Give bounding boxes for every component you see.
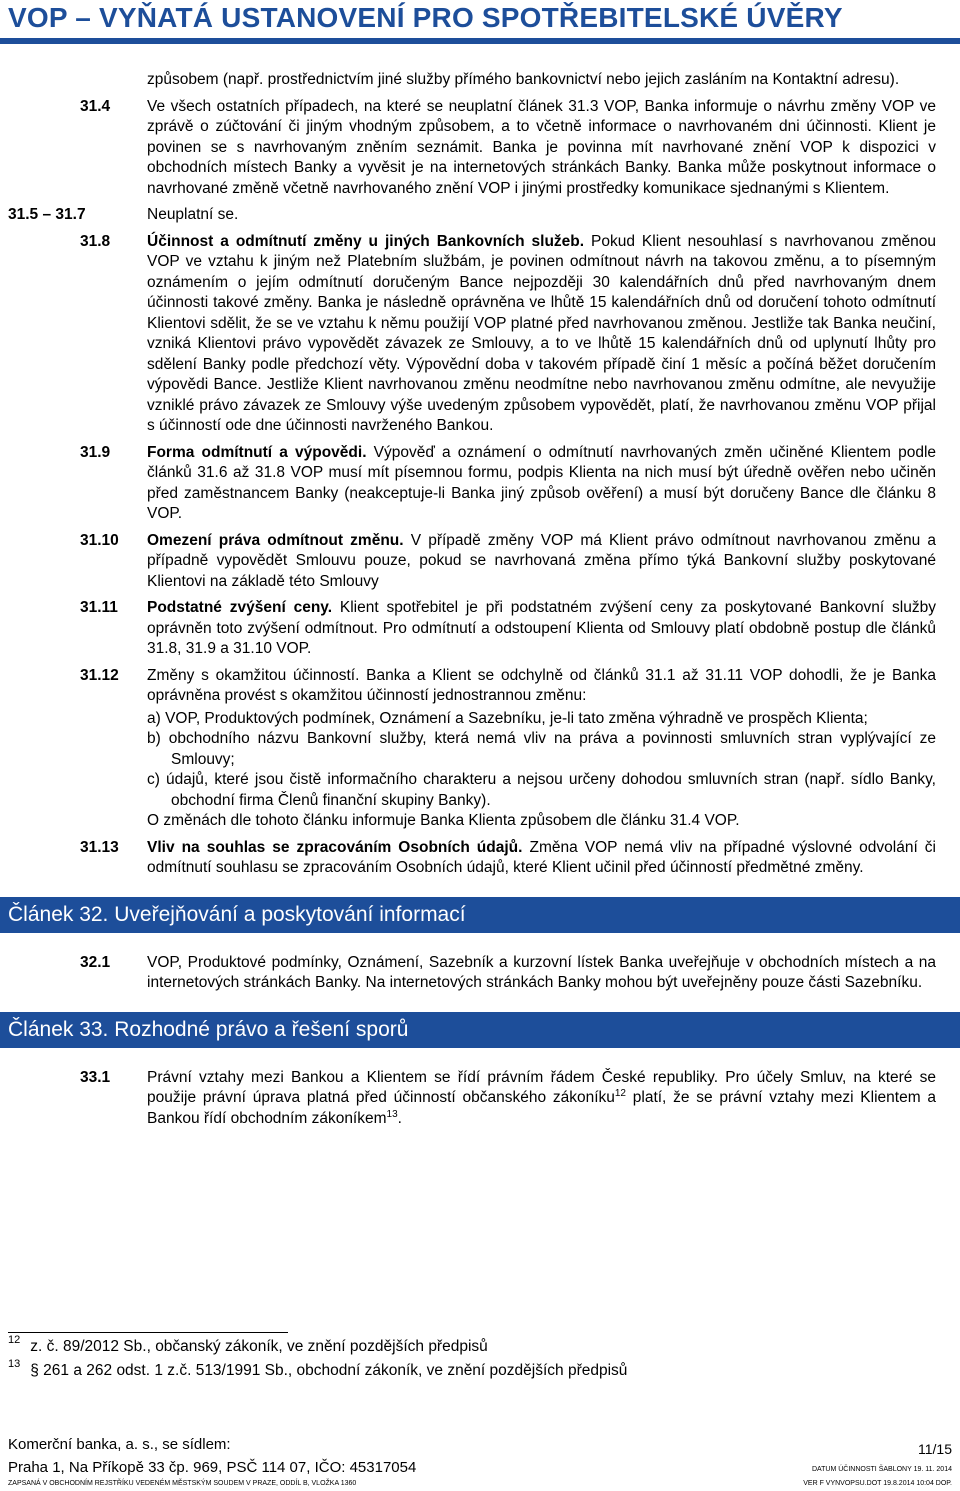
footnote-ref-12[interactable]: 12 (614, 1087, 626, 1099)
paragraph-number: 31.13 (80, 838, 119, 856)
footer-template-date: DATUM ÚČINNOSTI ŠABLONY 19. 11. 2014 (811, 1466, 952, 1473)
footnote-12: $^{12}$ z. č. 89/2012 Sb., občanský zákoník, ve znění pozdějších předpisů (8, 1334, 488, 1355)
paragraph-number: 31.5 – 31.7 (8, 206, 86, 223)
paragraph-31-11: 31.11 Podstatné zvýšení ceny. Klient spotřebitel je při podstatném zvýšení ceny za poskytované Bankovní služby oprávněn toto zvýšení odmítnout. Pro odmítnutí a odstoupení Klienta od Smlouvy platí obdobně postup dle článků 31.8, 31.9 a 31.10 VOP. (80, 599, 936, 657)
page-number: 11/15 (918, 1441, 952, 1457)
header-rule (0, 38, 960, 44)
paragraph-number: 31.9 (80, 443, 111, 461)
paragraph-heading: Podstatné zvýšení ceny. (147, 599, 333, 616)
article-33-heading: Článek 33. Rozhodné právo a řešení sporů (0, 1012, 960, 1048)
paragraph-heading: Forma odmítnutí a výpovědi. (147, 443, 367, 461)
paragraph-heading: Účinnost a odmítnutí změny u jiných Bankovních služeb. (147, 232, 585, 250)
paragraph-32-1: 32.1 VOP, Produktové podmínky, Oznámení, Sazebník a kurzovní lístek Banka uveřejňuje v obchodních místech a na internetových stránkách Banky. Na internetových stránkách Banky mohou být uveřejněny pouze části Sazebníku. (80, 953, 936, 991)
paragraph-31-8: 31.8 Účinnost a odmítnutí změny u jiných Bankovních služeb. Pokud Klient nesouhlasí s navrhovanou změnou VOP ve vztahu k jiným než Platebním službám, je povinen odmítnout návrh na takovou změnu, a to písemným oznámením o jejím odmítnutí doručeným Bance nejpozději 30 kalendářních dnů před navrhovaným dnem účinnosti takové změny. Banka je následně oprávněna ve lhůtě 15 kalendářních dnů od doručení tohoto odmítnutí Klientovi sdělit, že se ve vztahu k němu použijí VOP platné před navrhovanou změnou. Jestliže tak Banka neučiní, vzniká Klientovi právo vypovědět závazek ze Smlouvy, a to ve lhůtě 15 kalendářních dnů od uplynutí lhůty pro sdělení Banky podle předchozí věty. Výpovědní doba v takovém případě činí 1 měsíc a počíná běžet doručením výpovědi Bance. Jestliže Klient navrhovanou změnu neodmítne nebo navrhovanou změnu odmítne, ale nevyužije vzniklé právo závazek ze Smlouvy výše uvedeným způsobem vypovědět, platí, že navrhovanou změnu VOP přijal s účinností ode dne účinnosti navrženého Bankou. (80, 232, 936, 434)
paragraph-31-12-note: O změnách dle tohoto článku informuje Banka Klienta způsobem dle článku 31.4 VOP. (147, 812, 740, 829)
paragraph-heading: Omezení práva odmítnout změnu. (147, 531, 404, 549)
paragraph-number: 31.4 (80, 97, 111, 115)
list-item-a: a) VOP, Produktových podmínek, Oznámení a Sazebníku, je-li tato změna výhradně ve prospěch Klienta; (147, 709, 868, 727)
paragraph-31-12: 31.12 Změny s okamžitou účinností. Banka a Klient se odchylně od článků 31.1 až 31.11 VOP dohodli, že je Banka oprávněna provést s okamžitou účinností jednostrannou změnu: (80, 666, 936, 704)
paragraph-31-13: 31.13 Vliv na souhlas se zpracováním Osobních údajů. Změna VOP nemá vliv na případné výslovné odvolání či odmítnutí souhlasu se zpracováním Osobních údajů, které Klient učinil před účinností předmětné změny. (80, 838, 936, 876)
footnote-ref-13[interactable]: 13 (386, 1108, 398, 1120)
article-32-heading: Článek 32. Uveřejňování a poskytování informací (0, 897, 960, 933)
paragraph-number: 31.12 (80, 666, 119, 684)
paragraph-number: 31.8 (80, 232, 111, 250)
paragraph-31-3-continuation: způsobem (např. prostřednictvím jiné služby přímého bankovnictví nebo jejich zasláním na Kontaktní adresu). (147, 71, 900, 88)
document-body (0, 70, 960, 1135)
paragraph-31-5-31-7: 31.5 – 31.7 Neuplatní se. (0, 205, 960, 226)
paragraph-number: 32.1 (80, 953, 111, 971)
paragraph-31-10: 31.10 Omezení práva odmítnout změnu. V případě změny VOP má Klient právo odmítnout navrhovanou změnu a případně vypovědět Smlouvu pouze, pokud se navrhovaná změna přímo týká Bankovní služby poskytované Klientovi na základě této Smlouvy (80, 531, 936, 590)
paragraph-31-9: 31.9 Forma odmítnutí a výpovědi. Výpověď a oznámení o odmítnutí navrhovaných změn učiněné Klientem podle článků 31.6 až 31.8 VOP musí mít písemnou formu, podpis Klienta na nich musí být úředně ověřen nebo učiněn před zaměstnancem Banky (neakceptuje-li Banka jiný způsob ověření) a musí být doručeny Bance dle článku 8 VOP. (80, 443, 937, 522)
footnote-rule (8, 1332, 288, 1333)
paragraph-33-1: 33.1 Právní vztahy mezi Bankou a Klientem se řídí právním řádem České republiky. Pro účely Smluv, na které se použije právní úprava platná před účinností občanského zákoníku$^{12}$ platí, že se právní vztahy mezi Klientem a Bankou řídí obchodním zákoníkem$^{13}$. (80, 1068, 936, 1127)
footer-version: VER F VYNVOPSU.DOT 19.8.2014 10:04 DOP. (803, 1480, 952, 1487)
paragraph-number: 33.1 (80, 1068, 111, 1086)
footer-address: Praha 1, Na Příkopě 33 čp. 969, PSČ 114 07, IČO: 45317054 (8, 1459, 417, 1476)
list-item-b: b) obchodního názvu Bankovní služby, která nemá vliv na práva a povinnosti smluvních stran vyplývající ze Smlouvy; (147, 730, 936, 768)
footer-registry: ZAPSANÁ V OBCHODNÍM REJSTŘÍKU VEDENÉM MĚSTSKÝM SOUDEM V PRAZE, ODDÍL B, VLOŽKA 1360 (8, 1480, 357, 1487)
paragraph-number: 31.11 (80, 599, 118, 616)
paragraph-heading: Vliv na souhlas se zpracováním Osobních údajů. (147, 838, 523, 856)
footer-company: Komerční banka, a. s., se sídlem: (8, 1436, 231, 1453)
document-title: VOP – VYŇATÁ USTANOVENÍ PRO SPOTŘEBITELSKÉ ÚVĚRY (8, 2, 843, 33)
footnote-13: $^{13}$ § 261 a 262 odst. 1 z.č. 513/1991 Sb., obchodní zákoník, ve znění pozdějších předpisů (8, 1358, 628, 1379)
paragraph-number: 31.10 (80, 531, 119, 549)
list-item-c: c) údajů, které jsou čistě informačního charakteru a nejsou určeny dohodou smluvních stran (např. sídlo Banky, obchodní firma Členů finanční skupiny Banky). (147, 771, 936, 809)
paragraph-31-4: 31.4 Ve všech ostatních případech, na které se neuplatní článek 31.3 VOP, Banka informuje o návrhu změny VOP ve zprávě o zúčtování či jiným vhodným způsobem, a to včetně informace o navrhovaném dni účinnosti. Klient je povinen se s navrhovaným zněním seznámit. Banka je povinna mít navrhované znění VOP k dispozici v obchodních místech Banky a vyvěsit je na internetových stránkách Banky. Banka může poskytnout informace o navrhované změně včetně navrhovaného znění VOP i jinými prostředky komunikace sjednanými s Klientem. (80, 97, 936, 197)
